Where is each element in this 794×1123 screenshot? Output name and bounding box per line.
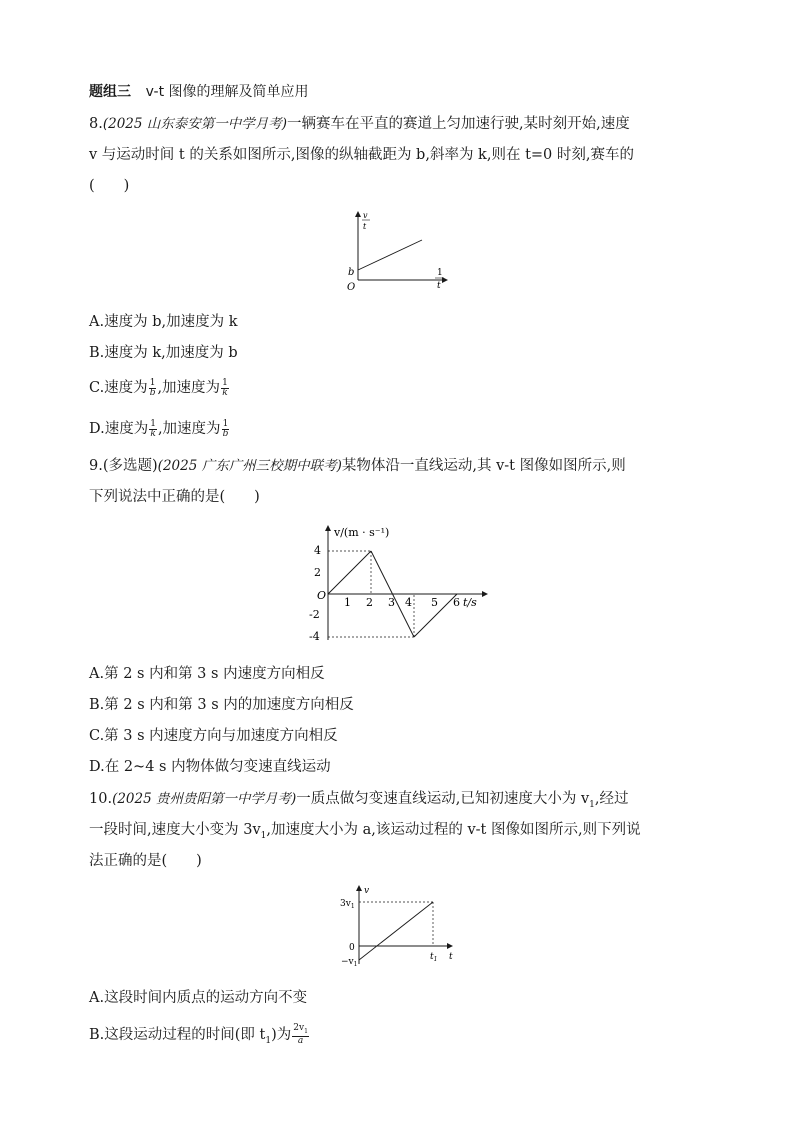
q9-line-1 (89, 456, 626, 476)
q9-origin-label: O (317, 589, 327, 602)
q9-x-tick-6: 6 (453, 596, 460, 609)
q10-fraction-2v1-over-a: $\frac{2v_1}{a}$ (293, 1023, 308, 1046)
q9-y-tick-4: 4 (314, 544, 321, 557)
q10-graph (335, 882, 465, 972)
q10-x-axis-label: t (449, 952, 453, 962)
q8-option-d-prefix: D.速度为 (89, 421, 149, 437)
q10-option-b: B.这段运动过程的时间(即 $t_1$)为 $\frac{2v_1}{a}$ (89, 1023, 308, 1046)
q9-source: (2025 广东广州三校期中联考) (157, 458, 342, 474)
q8-line-1 (89, 114, 630, 134)
q10-line-1: 10.(2025 贵州贵阳第一中学月考)一质点做匀变速直线运动,已知初速度大小为 $v_1$,经过 (89, 791, 629, 810)
q9-number: 9. (89, 458, 103, 474)
section-title: v-t 图像的理解及简单应用 (145, 84, 309, 100)
q8-option-c-prefix: C.速度为 (89, 380, 148, 396)
q9-tag: (多选题) (102, 458, 158, 474)
q8-source: (2025 山东泰安第一中学月考) (102, 116, 288, 132)
q10-text-1: 一质点做匀变速直线运动,已知初速度大小为 v (296, 791, 590, 807)
q8-option-d-middle: ,加速度为 (157, 421, 221, 437)
q8-answer-blank: ( ) (89, 178, 130, 194)
q10-option-a: A.这段时间内质点的运动方向不变 (89, 990, 308, 1006)
q9-y-axis-label: v/(m · s⁻¹) (334, 526, 390, 539)
q8-line-2: v 与运动时间 t 的关系如图所示,图像的纵轴截距为 b,斜率为 k,则在 t=0 时刻,赛车的 (89, 147, 634, 163)
q9-x-tick-2: 2 (366, 596, 373, 609)
q8-fraction-1-over-k-d: $\frac{1}{k}$ (150, 418, 156, 439)
q9-option-c: C.第 3 s 内速度方向与加速度方向相反 (89, 728, 338, 744)
q10-y-bottom-label: $-v_1$ (341, 957, 358, 968)
q8-fraction-1-over-b: $\frac{1}{b}$ (149, 377, 156, 398)
q9-x-axis-label: t/s (463, 596, 477, 609)
section-heading (89, 82, 309, 102)
q9-x-tick-4: 4 (405, 596, 412, 609)
q8-intercept-label: b (348, 267, 355, 278)
q9-y-tick-neg4: -4 (309, 630, 320, 643)
q9-y-tick-neg2: -2 (309, 608, 320, 621)
q10-line-segment (359, 902, 433, 960)
section-label: 题组三 (89, 84, 131, 100)
q9-y-tick-2: 2 (314, 566, 321, 579)
q8-x-label-num: 1 (437, 268, 443, 278)
q10-line-2: 一段时间,速度大小变为 $3v_1$,加速度大小为 a,该运动过程的 v-t 图像如图所示,则下列说 (89, 822, 641, 841)
q8-y-label-num: v (363, 211, 368, 220)
q8-number: 8. (89, 116, 103, 132)
q9-x-tick-3: 3 (388, 596, 395, 609)
q9-series-segment-1 (328, 551, 371, 594)
q8-option-d (89, 419, 230, 439)
q10-source: (2025 贵州贵阳第一中学月考) (112, 791, 297, 807)
q9-option-a: A.第 2 s 内和第 3 s 内速度方向相反 (89, 666, 325, 682)
q8-option-c-middle: ,加速度为 (157, 380, 221, 396)
q10-v-axis-label: v (364, 886, 370, 896)
q8-option-a: A.速度为 b,加速度为 k (89, 314, 238, 330)
q8-option-c (89, 378, 230, 398)
q9-x-tick-5: 5 (431, 596, 438, 609)
q8-fraction-1-over-k: $\frac{1}{k}$ (222, 377, 228, 398)
q10-x-tick-label: $t_1$ (430, 952, 438, 963)
q8-option-b: B.速度为 k,加速度为 b (89, 345, 238, 361)
q9-text-1: 某物体沿一直线运动,其 v-t 图像如图所示,则 (341, 458, 626, 474)
q9-x-tick-1: 1 (344, 596, 351, 609)
q9-option-d: D.在 2~4 s 内物体做匀变速直线运动 (89, 759, 331, 775)
q8-fraction-1-over-b-d: $\frac{1}{b}$ (222, 418, 229, 439)
q10-y-zero-label: 0 (349, 943, 355, 953)
q9-line-2: 下列说法中正确的是( ) (89, 489, 260, 505)
q8-x-label-den: t (437, 281, 441, 291)
q10-number: 10. (89, 791, 113, 807)
q8-graph (330, 208, 460, 298)
q10-y-top-label: $3v_1$ (340, 899, 355, 910)
q8-y-label-den: t (363, 222, 367, 231)
q9-option-b: B.第 2 s 内和第 3 s 内的加速度方向相反 (89, 697, 354, 713)
q8-text-1: 一辆赛车在平直的赛道上匀加速行驶,某时刻开始,速度 (287, 116, 630, 132)
q10-line-3: 法正确的是( ) (89, 853, 202, 869)
q9-graph (300, 522, 500, 652)
q8-origin-label: O (347, 282, 356, 293)
